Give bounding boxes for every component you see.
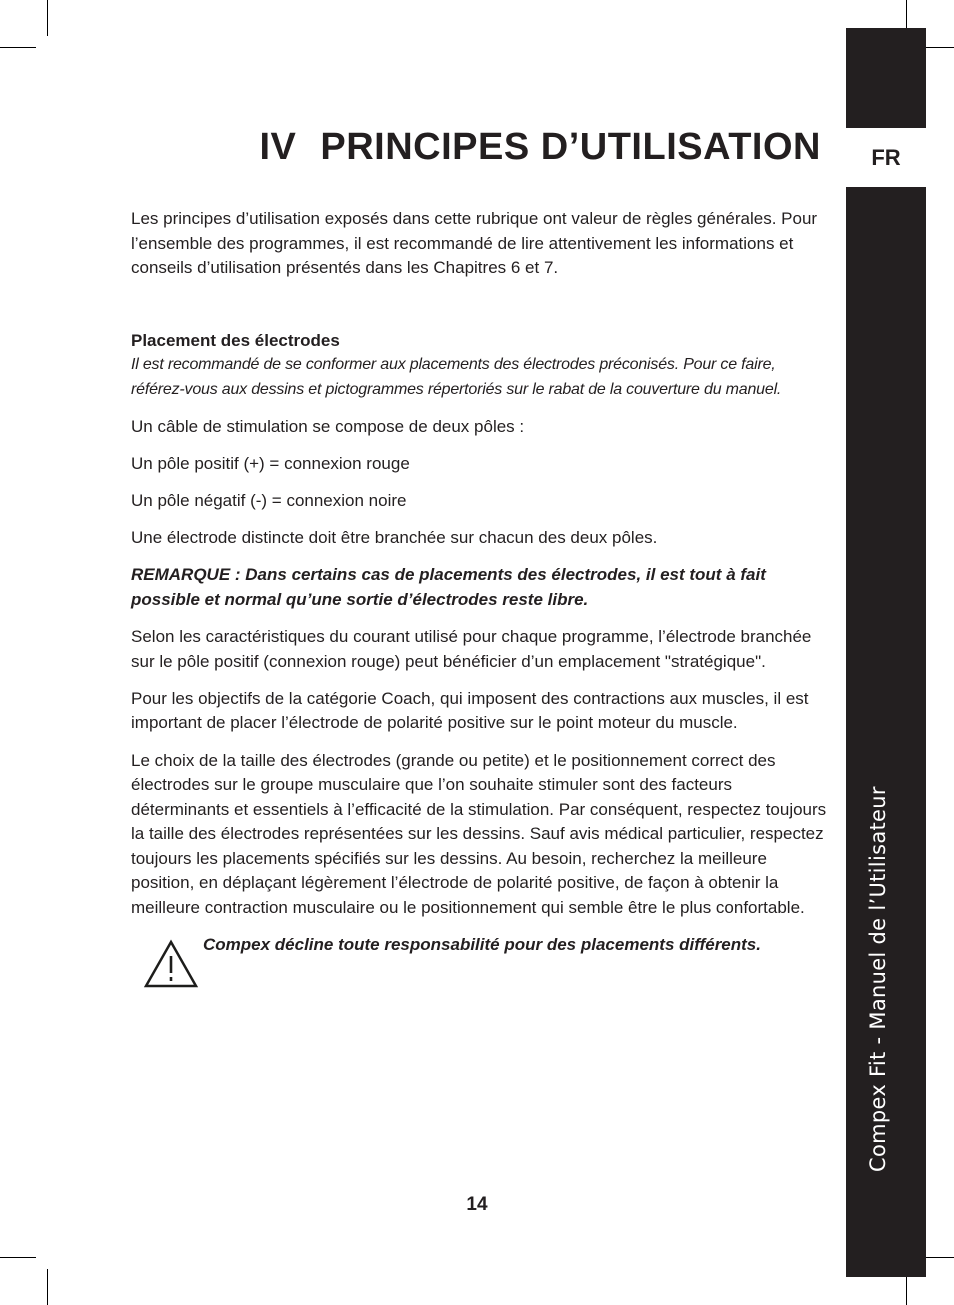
- chapter-title: PRINCIPES D’UTILISATION: [320, 126, 821, 168]
- section-heading: Placement des électrodes: [131, 330, 340, 350]
- page-title: [259, 126, 821, 169]
- warning-text: Compex décline toute responsabilité pour des placements différents.: [203, 935, 761, 955]
- cable-paragraph: Un câble de stimulation se compose de deux pôles :: [131, 417, 525, 437]
- intro-paragraph: Les principes d’utilisation exposés dans cette rubrique ont valeur de règles générales. Pour l’ensemble des programmes, il est recommandé de lire attentivement les informations et conseils d’utilisation présentés dans les Chapitres 6 et 7.: [131, 209, 818, 278]
- warning-row: [131, 933, 831, 989]
- electrode-rule-paragraph: Une électrode distincte doit être branchée sur chacun des deux pôles.: [131, 528, 658, 548]
- side-tab-top: [846, 28, 926, 128]
- manual-title: Compex Fit - Manuel de l’Utilisateur: [866, 786, 890, 1172]
- coach-paragraph: Pour les objectifs de la catégorie Coach, qui imposent des contractions aux muscles, il est important de placer l’électrode de polarité positive sur le point moteur du muscle.: [131, 688, 809, 733]
- language-label: FR: [871, 144, 901, 170]
- crop-mark: [0, 47, 36, 48]
- section-note: Il est recommandé de se conformer aux placements des électrodes préconisés. Pour ce faire, référez-vous aux dessins et pictogrammes répertoriés sur le rabat de la couverture du manuel.: [131, 356, 782, 398]
- warning-triangle-icon: [143, 939, 199, 989]
- crop-mark: [0, 1257, 36, 1258]
- electrode-size-paragraph: Le choix de la taille des électrodes (grande ou petite) et le positionnement correct des électrodes sur le groupe musculaire que l’on souhaite stimuler sont des facteurs déterminants et essentiels à l’efficacité de la stimulation. Par conséquent, respectez toujours la taille des électrodes représentées sur les dessins. Sauf avis médical particulier, respectez toujours les placements spécifiés sur les dessins. Au besoin, recherchez la meilleure position, en déplaçant légèrement l’électrode de polarité positive, de façon à obtenir la meilleure contraction musculaire ou le positionnement qui semble être le plus confortable.: [131, 750, 827, 918]
- strategic-paragraph: Selon les caractéristiques du courant utilisé pour chaque programme, l’électrode branchée sur le pôle positif (connexion rouge) peut bénéficier d’un emplacement "stratégique".: [131, 627, 812, 671]
- negative-pole-paragraph: Un pôle négatif (-) = connexion noire: [131, 491, 407, 511]
- remark-paragraph: REMARQUE : Dans certains cas de placements des électrodes, il est tout à fait possible et normal qu’une sortie d’électrodes reste libre.: [131, 565, 766, 610]
- crop-mark: [47, 1269, 48, 1305]
- positive-pole-paragraph: Un pôle positif (+) = connexion rouge: [131, 454, 410, 474]
- page-content: [131, 207, 831, 989]
- chapter-number: IV: [259, 126, 297, 168]
- crop-mark: [47, 0, 48, 36]
- language-tab: [846, 128, 926, 187]
- page-number: 14: [466, 1194, 488, 1215]
